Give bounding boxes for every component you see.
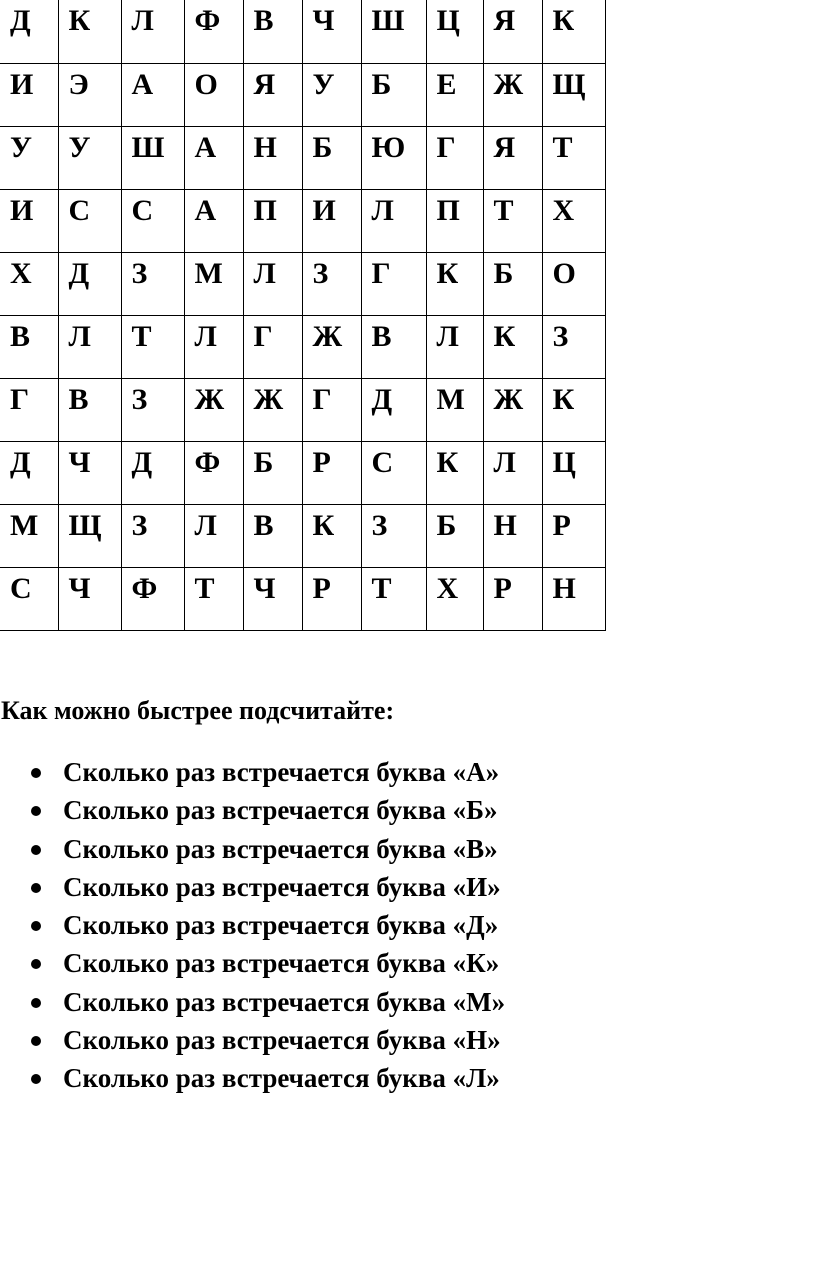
grid-cell: О xyxy=(542,252,605,315)
grid-cell: Т xyxy=(184,567,243,630)
grid-cell: Я xyxy=(483,126,542,189)
grid-cell: Е xyxy=(426,63,483,126)
grid-cell: Л xyxy=(361,189,426,252)
grid-cell: Д xyxy=(121,441,184,504)
grid-cell: Т xyxy=(542,126,605,189)
grid-cell: Р xyxy=(483,567,542,630)
grid-cell: Б xyxy=(302,126,361,189)
grid-cell: Г xyxy=(426,126,483,189)
grid-cell: В xyxy=(58,378,121,441)
grid-cell: К xyxy=(426,252,483,315)
grid-cell: З xyxy=(542,315,605,378)
grid-cell: Ю xyxy=(361,126,426,189)
grid-cell: Н xyxy=(542,567,605,630)
grid-cell: П xyxy=(243,189,302,252)
question-text: Сколько раз встречается буква «К» xyxy=(63,948,500,979)
grid-cell: А xyxy=(184,126,243,189)
grid-cell: Д xyxy=(361,378,426,441)
question-item xyxy=(0,791,505,829)
grid-cell: Я xyxy=(243,63,302,126)
grid-cell: Б xyxy=(361,63,426,126)
grid-row xyxy=(0,441,605,504)
grid-cell: Н xyxy=(243,126,302,189)
grid-cell: М xyxy=(184,252,243,315)
grid-cell: З xyxy=(361,504,426,567)
grid-cell: В xyxy=(243,0,302,63)
grid-cell: У xyxy=(58,126,121,189)
grid-cell: Р xyxy=(542,504,605,567)
grid-cell: К xyxy=(542,378,605,441)
bullet-icon xyxy=(31,806,41,816)
grid-cell: К xyxy=(426,441,483,504)
grid-cell: Р xyxy=(302,441,361,504)
grid-cell: А xyxy=(184,189,243,252)
question-text: Сколько раз встречается буква «Н» xyxy=(63,1025,501,1056)
grid-cell: И xyxy=(302,189,361,252)
question-item xyxy=(0,868,505,906)
question-item xyxy=(0,830,505,868)
grid-cell: Г xyxy=(0,378,58,441)
grid-cell: Г xyxy=(302,378,361,441)
grid-cell: Х xyxy=(0,252,58,315)
grid-cell: Ч xyxy=(302,0,361,63)
grid-cell: С xyxy=(361,441,426,504)
grid-cell: Э xyxy=(58,63,121,126)
grid-cell: С xyxy=(121,189,184,252)
grid-cell: Ч xyxy=(58,567,121,630)
bullet-icon xyxy=(31,845,41,855)
question-text: Сколько раз встречается буква «И» xyxy=(63,871,501,902)
grid-cell: Ж xyxy=(184,378,243,441)
grid-cell: Л xyxy=(483,441,542,504)
grid-cell: Н xyxy=(483,504,542,567)
grid-cell: Б xyxy=(243,441,302,504)
grid-cell: Ш xyxy=(361,0,426,63)
grid-row xyxy=(0,567,605,630)
grid-cell: Р xyxy=(302,567,361,630)
grid-row xyxy=(0,315,605,378)
question-item xyxy=(0,1059,505,1097)
grid-cell: Щ xyxy=(542,63,605,126)
grid-cell: Щ xyxy=(58,504,121,567)
grid-cell: У xyxy=(302,63,361,126)
grid-cell: Л xyxy=(184,504,243,567)
grid-cell: Ц xyxy=(542,441,605,504)
grid-row xyxy=(0,126,605,189)
bullet-icon xyxy=(31,921,41,931)
grid-cell: И xyxy=(0,189,58,252)
grid-cell: Ж xyxy=(243,378,302,441)
grid-cell: З xyxy=(121,252,184,315)
grid-cell: Л xyxy=(184,315,243,378)
grid-cell: Т xyxy=(361,567,426,630)
grid-cell: Л xyxy=(243,252,302,315)
grid-cell: Х xyxy=(426,567,483,630)
question-list xyxy=(0,753,505,1098)
question-text: Сколько раз встречается буква «Б» xyxy=(63,795,498,826)
grid-cell: У xyxy=(0,126,58,189)
grid-cell: Ж xyxy=(302,315,361,378)
grid-row xyxy=(0,0,605,63)
question-item xyxy=(0,983,505,1021)
grid-cell: З xyxy=(121,504,184,567)
grid-cell: В xyxy=(361,315,426,378)
grid-cell: М xyxy=(0,504,58,567)
grid-cell: Я xyxy=(483,0,542,63)
grid-cell: Л xyxy=(58,315,121,378)
grid-row xyxy=(0,189,605,252)
grid-row xyxy=(0,63,605,126)
grid-row xyxy=(0,378,605,441)
bullet-icon xyxy=(31,768,41,778)
question-text: Сколько раз встречается буква «Л» xyxy=(63,1063,500,1094)
grid-cell: З xyxy=(121,378,184,441)
grid-cell: С xyxy=(0,567,58,630)
grid-cell: Б xyxy=(426,504,483,567)
bullet-icon xyxy=(31,1074,41,1084)
grid-cell: И xyxy=(0,63,58,126)
grid-cell: Г xyxy=(243,315,302,378)
grid-cell: О xyxy=(184,63,243,126)
bullet-icon xyxy=(31,883,41,893)
grid-cell: К xyxy=(542,0,605,63)
grid-cell: Х xyxy=(542,189,605,252)
grid-cell: Л xyxy=(426,315,483,378)
grid-cell: Ж xyxy=(483,378,542,441)
question-item xyxy=(0,906,505,944)
question-text: Сколько раз встречается буква «А» xyxy=(63,757,500,787)
grid-cell: К xyxy=(302,504,361,567)
bullet-icon xyxy=(31,998,41,1008)
grid-cell: А xyxy=(121,63,184,126)
bullet-icon xyxy=(31,959,41,969)
grid-cell: З xyxy=(302,252,361,315)
grid-cell: П xyxy=(426,189,483,252)
grid-cell: Ф xyxy=(184,441,243,504)
grid-cell: Ф xyxy=(184,0,243,63)
grid-cell: Т xyxy=(121,315,184,378)
grid-cell: Ж xyxy=(483,63,542,126)
grid-cell: Г xyxy=(361,252,426,315)
grid-row xyxy=(0,504,605,567)
grid-cell: Б xyxy=(483,252,542,315)
grid-cell: Ш xyxy=(121,126,184,189)
question-text: Сколько раз встречается буква «М» xyxy=(63,986,506,1017)
grid-cell: Д xyxy=(0,0,58,63)
bullet-icon xyxy=(31,1036,41,1046)
grid-cell: Д xyxy=(58,252,121,315)
question-item xyxy=(0,1021,505,1059)
task-heading: Как можно быстрее подсчитайте: xyxy=(1,696,395,725)
grid-cell: К xyxy=(483,315,542,378)
question-item xyxy=(0,944,505,982)
grid-cell: К xyxy=(58,0,121,63)
grid-cell: М xyxy=(426,378,483,441)
question-text: Сколько раз встречается буква «Д» xyxy=(63,910,499,941)
grid-row xyxy=(0,252,605,315)
letter-grid xyxy=(0,0,606,631)
grid-cell: В xyxy=(243,504,302,567)
grid-cell: Д xyxy=(0,441,58,504)
grid-cell: Т xyxy=(483,189,542,252)
grid-cell: Ч xyxy=(243,567,302,630)
grid-cell: Л xyxy=(121,0,184,63)
grid-cell: С xyxy=(58,189,121,252)
question-text: Сколько раз встречается буква «В» xyxy=(63,833,498,864)
grid-cell: Ф xyxy=(121,567,184,630)
question-item xyxy=(0,753,505,791)
grid-cell: Ч xyxy=(58,441,121,504)
grid-cell: В xyxy=(0,315,58,378)
grid-cell: Ц xyxy=(426,0,483,63)
